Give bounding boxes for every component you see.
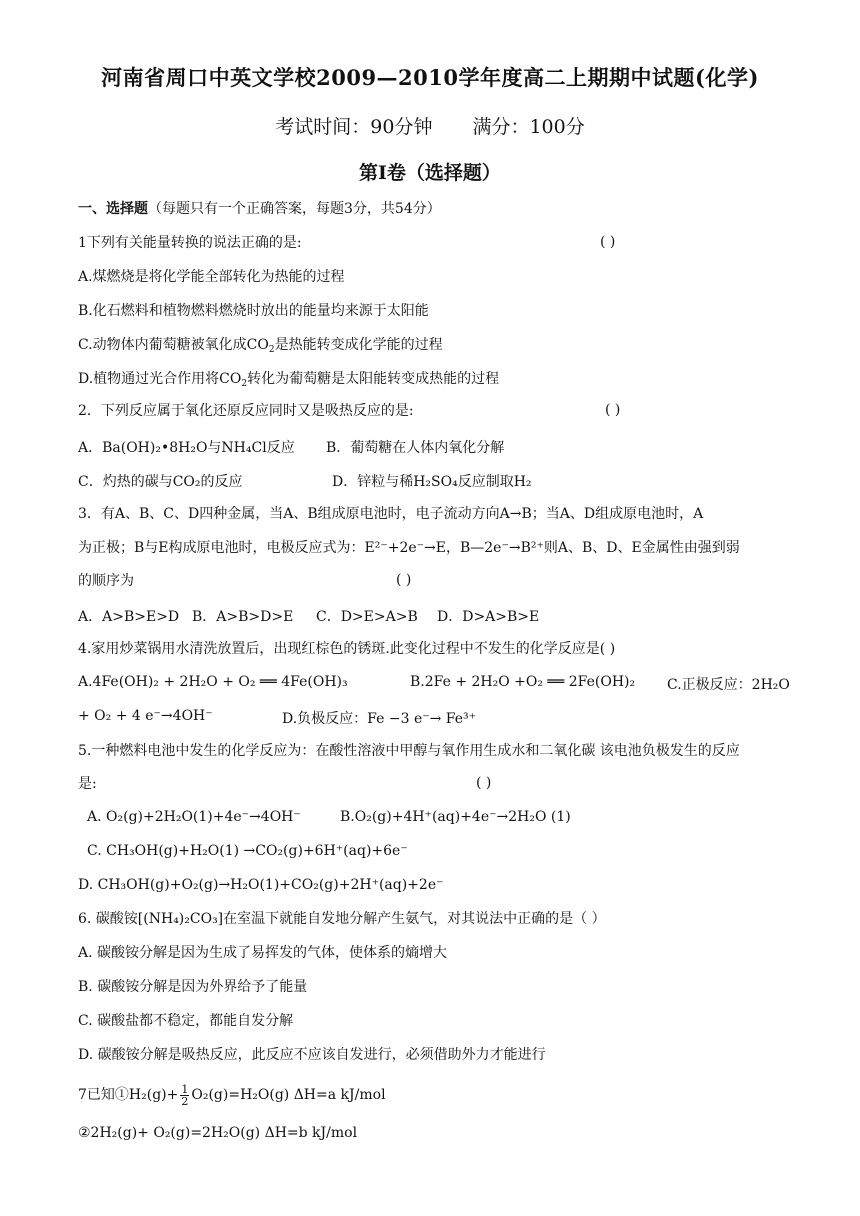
- q4-option-b: B.2Fe + 2H₂O +O₂ ══ 2Fe(OH)₂: [410, 674, 636, 690]
- q2-option-b: B．葡萄糖在人体内氧化分解: [326, 440, 505, 456]
- q3-option-c: C．D>E>A>B: [316, 609, 418, 625]
- q3-answer-blank: ( ): [396, 572, 412, 588]
- q6-option-a: A. 碳酸铵分解是因为生成了易挥发的气体，使体系的熵增大: [78, 945, 448, 961]
- q4-option-c: C.正极反应：2H₂O: [667, 677, 790, 693]
- exam-title: 河南省周口中英文学校2009—2010学年度高二上期期中试题(化学): [101, 65, 759, 90]
- q1-option-d: D.植物通过光合作用将$CO_2$转化为葡萄糖是太阳能转变成热能的过程: [78, 371, 500, 389]
- q1-option-b: B.化石燃料和植物燃料燃烧时放出的能量均来源于太阳能: [78, 303, 429, 319]
- q3-option-a: A．A>B>E>D: [78, 609, 180, 625]
- one-half-fraction: $\frac{1}{2}$: [181, 1082, 189, 1108]
- part-heading-label: 一、选择题: [78, 201, 148, 217]
- q3-option-d: D．D>A>B>E: [437, 609, 540, 625]
- q6-option-c: C. 碳酸盐都不稳定，都能自发分解: [78, 1013, 294, 1029]
- q6-stem: 6. 碳酸铵[(NH₄)₂CO₃]在室温下就能自发地分解产生氨气，对其说法中正确的是（ ）: [78, 911, 606, 927]
- q1-stem: 1下列有关能量转换的说法正确的是:: [78, 235, 302, 251]
- q2-option-c: C．灼热的碳与CO₂的反应: [78, 474, 243, 490]
- exam-time: 考试时间：90分钟: [275, 116, 433, 138]
- section-title: 第I卷（选择题）: [359, 162, 501, 184]
- q4-option-c-cont: + O₂ + 4 e⁻→4OH⁻: [78, 708, 213, 724]
- q5-option-d: D. CH₃OH(g)+O₂(g)→H₂O(1)+CO₂(g)+2H⁺(aq)+2e⁻: [78, 877, 444, 893]
- q5-stem-line1: 5.一种燃料电池中发生的化学反应为：在酸性溶液中甲醇与氧作用生成水和二氧化碳 该电池负极发生的反应: [78, 743, 740, 759]
- q7-equation-2: ②2H₂(g)+ O₂(g)=2H₂O(g) ΔH=b kJ/mol: [78, 1125, 358, 1141]
- q5-answer-blank: ( ): [476, 775, 492, 791]
- q2-stem: 2．下列反应属于氧化还原反应同时又是吸热反应的是:: [78, 403, 414, 419]
- q2-option-a: A．Ba(OH)₂•8H₂O与NH₄Cl反应: [78, 440, 295, 456]
- q2-answer-blank: ( ): [605, 402, 621, 418]
- q3-stem-line1: 3．有A、B、C、D四种金属，当A、B组成原电池时，电子流动方向A→B；当A、D组成原电池时，A: [78, 506, 704, 522]
- q5-option-c: C. CH₃OH(g)+H₂O(1) →CO₂(g)+6H⁺(aq)+6e⁻: [87, 843, 408, 859]
- q4-stem: 4.家用炒菜锅用水清洗放置后，出现红棕色的锈斑.此变化过程中不发生的化学反应是( ): [78, 641, 616, 657]
- q7-equation-1: 7已知①H₂(g)+ $\frac{1}{2}$ O₂(g)=H₂O(g) ΔH=a kJ/mol: [78, 1082, 386, 1108]
- q1-option-c: C.动物体内葡萄糖被氧化成$CO_2$是热能转变成化学能的过程: [78, 337, 443, 355]
- q1-option-a: A.煤燃烧是将化学能全部转化为热能的过程: [78, 269, 345, 285]
- exam-info: [0, 112, 860, 139]
- q3-option-b: B．A>B>D>E: [192, 609, 294, 625]
- q3-stem-line2: 为正极；B与E构成原电池时，电极反应式为：E²⁻+2e⁻→E，B—2e⁻→B²⁺则A、B、D、E金属性由强到弱: [78, 540, 740, 556]
- q4-option-d: D.负极反应：Fe −3 e⁻→ Fe³⁺: [282, 711, 477, 727]
- q5-option-a: A. O₂(g)+2H₂O(1)+4e⁻→4OH⁻: [87, 809, 301, 825]
- exam-score: 满分：100分: [472, 116, 585, 138]
- q6-option-b: B. 碳酸铵分解是因为外界给予了能量: [78, 979, 308, 995]
- q5-stem-line2: 是:: [78, 776, 97, 792]
- q4-option-a: A.4Fe(OH)₂ + 2H₂O + O₂ ══ 4Fe(OH)₃: [78, 674, 348, 690]
- part-heading: [78, 200, 790, 218]
- q3-stem-line3: 的顺序为: [78, 573, 134, 589]
- q1-answer-blank: ( ): [600, 234, 616, 250]
- q5-option-b: B.O₂(g)+4H⁺(aq)+4e⁻→2H₂O (1): [340, 809, 571, 825]
- part-instructions: （每题只有一个正确答案，每题3分，共54分）: [148, 201, 441, 217]
- q2-option-d: D．锌粒与稀H₂SO₄反应制取H₂: [332, 474, 532, 490]
- q6-option-d: D. 碳酸铵分解是吸热反应，此反应不应该自发进行，必须借助外力才能进行: [78, 1047, 546, 1063]
